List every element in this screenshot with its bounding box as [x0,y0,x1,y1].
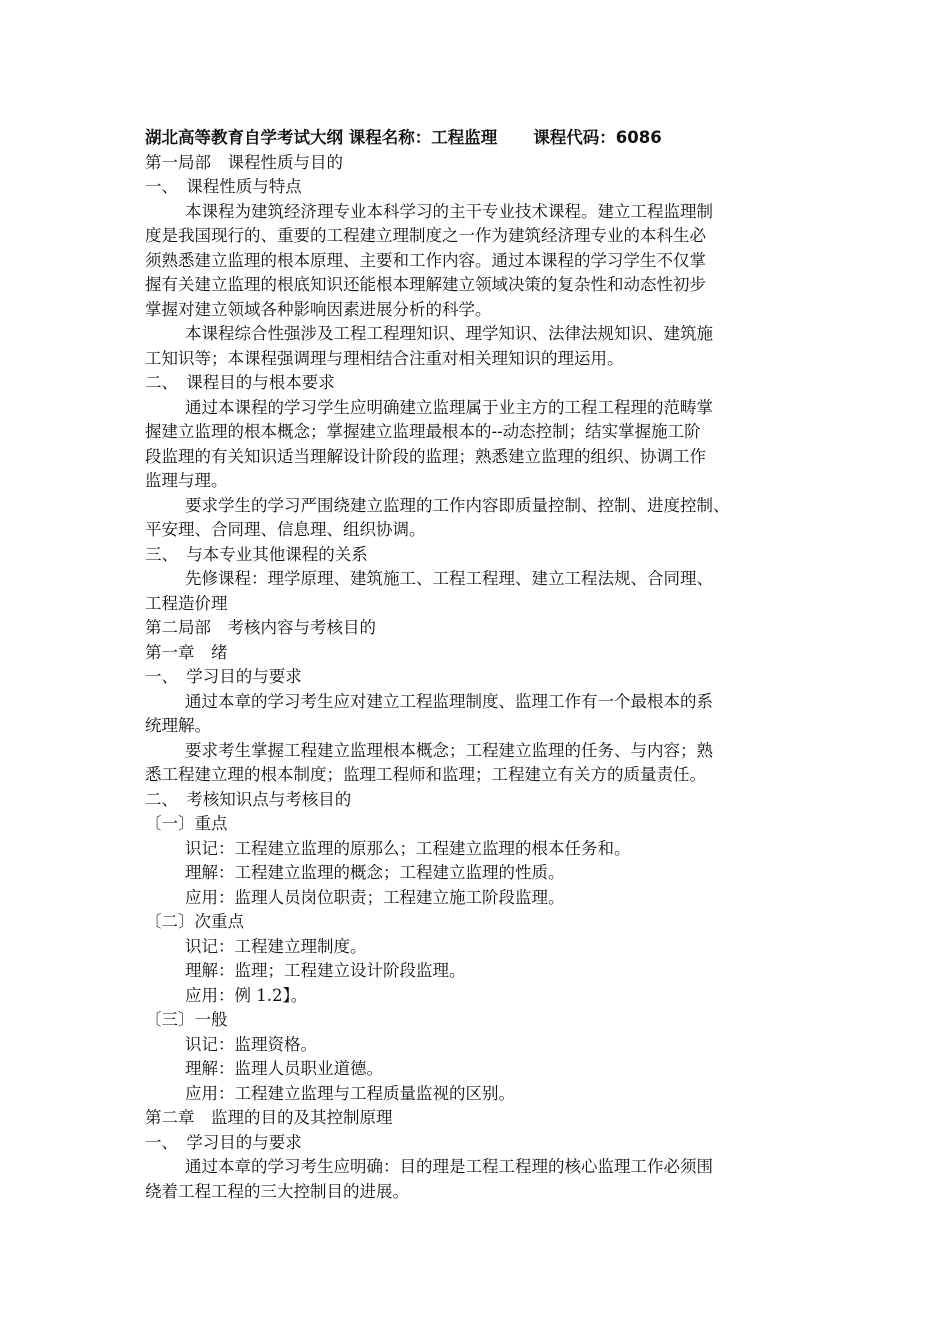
text-line: 工程造价理 [145,593,228,613]
text-line: 要求学生的学习严围绕建立监理的工作内容即质量控制、控制、进度控制、 [185,495,730,515]
text-line: 通过本课程的学习学生应明确建立监理属于业主方的工程工程理的范畴掌 [185,397,713,417]
text-line: 统理解。 [145,716,211,735]
text-line: 一、 学习目的与要求 [145,1132,302,1152]
text-line: 理解：监理人员职业道德。 [185,1059,383,1078]
text-line: 本课程综合性强涉及工程工程理知识、理学知识、法律法规知识、建筑施 [185,324,713,343]
text-line: 握有关建立监理的根底知识还能根本理解建立领域决策的复杂性和动态性初步 [145,275,706,294]
text-line: 握建立监理的根本概念；掌握建立监理最根本的--动态控制；结实掌握施工阶 [145,422,701,441]
text-line: 工知识等；本课程强调理与理相结合注重对相关理知识的理运用。 [145,348,624,368]
text-line: 〔二〕次重点 [145,912,244,931]
document-page [145,126,825,1204]
text-line: 第一章 绪 [145,642,228,662]
document-body [145,151,825,1205]
text-line: 第二章 监理的目的及其控制原理 [145,1108,393,1127]
text-line: 段监理的有关知识适当理解设计阶段的监理；熟悉建立监理的组织、协调工作 [145,446,706,466]
text-line: 二、 考核知识点与考核目的 [145,789,352,809]
text-line: 一、 学习目的与要求 [145,667,302,686]
text-line: 应用：例 1.2】。 [185,985,308,1005]
text-line: 一、 课程性质与特点 [145,177,302,196]
text-line: 应用：工程建立监理与工程质量监视的区别。 [185,1083,515,1103]
text-line: 理解：监理；工程建立设计阶段监理。 [185,961,466,980]
text-line: 识记：监理资格。 [185,1034,317,1054]
text-line: 通过本章的学习考生应对建立工程监理制度、监理工作有一个最根本的系 [185,691,713,711]
text-line: 监理与理。 [145,471,228,490]
text-line: 绕着工程工程的三大控制目的进展。 [145,1181,409,1201]
title-course-name: 湖北高等教育自学考试大纲 课程名称：工程监理 [145,128,498,147]
text-line: 三、 与本专业其他课程的关系 [145,544,368,564]
text-line: 二、 课程目的与根本要求 [145,373,335,392]
text-line: 〔三〕一般 [145,1010,228,1029]
text-line: 第一局部 课程性质与目的 [145,152,343,172]
document-title [145,126,825,151]
text-line: 应用：监理人员岗位职责；工程建立施工阶段监理。 [185,887,565,907]
text-line: 通过本章的学习考生应明确：目的理是工程工程理的核心监理工作必须围 [185,1157,713,1176]
text-line: 识记：工程建立理制度。 [185,936,367,956]
text-line: 识记：工程建立监理的原那么；工程建立监理的根本任务和。 [185,838,631,858]
text-line: 要求考生掌握工程建立监理根本概念；工程建立监理的任务、与内容；熟 [185,740,713,760]
text-line: 悉工程建立理的根本制度；监理工程师和监理；工程建立有关方的质量责任。 [145,765,706,784]
text-line: 本课程为建筑经济理专业本科学习的主干专业技术课程。建立工程监理制 [185,201,713,221]
title-course-code: 课程代码：6086 [533,128,662,147]
text-line: 先修课程：理学原理、建筑施工、工程工程理、建立工程法规、合同理、 [185,569,713,588]
text-line: 〔一〕重点 [145,814,228,833]
text-line: 平安理、合同理、信息理、组织协调。 [145,520,426,539]
text-line: 第二局部 考核内容与考核目的 [145,618,376,637]
text-line: 掌握对建立领域各种影响因素进展分析的科学。 [145,299,492,319]
text-line: 须熟悉建立监理的根本原理、主要和工作内容。通过本课程的学习学生不仅掌 [145,250,706,270]
text-line: 理解：工程建立监理的概念；工程建立监理的性质。 [185,863,565,882]
text-line: 度是我国现行的、重要的工程建立理制度之一作为建筑经济理专业的本科生必 [145,226,706,245]
